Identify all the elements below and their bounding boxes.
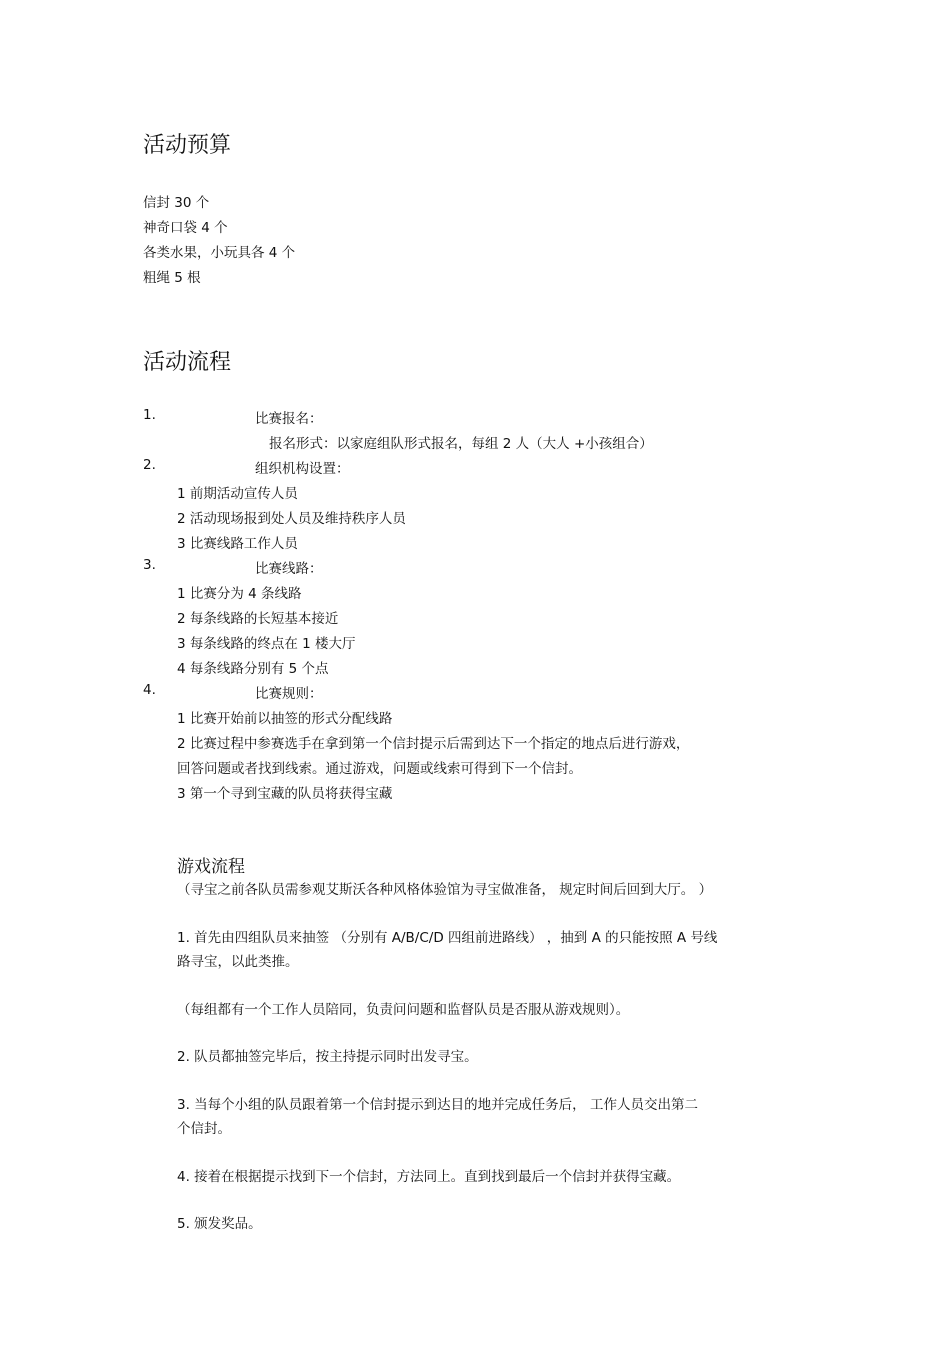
process-title: 活动流程 xyxy=(143,350,232,375)
section-4-title: 比赛规则： xyxy=(255,686,323,702)
game-step-3-line-1: 3. 当每个小组的队员跟着第一个信封提示到达目的地并完成任务后， 工作人员交出第二 xyxy=(177,1097,698,1113)
budget-title: 活动预算 xyxy=(143,133,232,158)
section-4-line-1: 1 比赛开始前以抽签的形式分配线路 xyxy=(177,711,393,727)
section-2-line-3: 3 比赛线路工作人员 xyxy=(177,536,298,552)
section-4-line-2: 2 比赛过程中参赛选手在拿到第一个信封提示后需到达下一个指定的地点后进行游戏， xyxy=(177,736,690,752)
section-2-line-1: 1 前期活动宣传人员 xyxy=(177,486,298,502)
game-step-1-line-2: 路寻宝，以此类推。 xyxy=(177,954,299,970)
section-3-line-2: 2 每条线路的长短基本接近 xyxy=(177,611,339,627)
section-2-line-2: 2 活动现场报到处人员及维持秩序人员 xyxy=(177,511,406,527)
game-step-5: 5. 颁发奖品。 xyxy=(177,1216,262,1232)
budget-item-fruits-toys: 各类水果，小玩具各 4 个 xyxy=(143,245,296,261)
section-3-title: 比赛线路： xyxy=(255,561,323,577)
game-step-3-line-2: 个信封。 xyxy=(177,1121,231,1137)
section-1-line-1: 报名形式：以家庭组队形式报名，每组 2 人（大人 +小孩组合） xyxy=(269,436,653,452)
section-3-line-3: 3 每条线路的终点在 1 楼大厅 xyxy=(177,636,356,652)
section-4-line-3: 回答问题或者找到线索。通过游戏，问题或线索可得到下一个信封。 xyxy=(177,761,582,777)
section-3-number: 3. xyxy=(143,557,156,573)
section-1-title: 比赛报名： xyxy=(255,411,323,427)
game-title: 游戏流程 xyxy=(177,857,245,877)
section-3-line-4: 4 每条线路分别有 5 个点 xyxy=(177,661,329,677)
section-1-number: 1. xyxy=(143,407,156,423)
section-4-number: 4. xyxy=(143,682,156,698)
game-step-1-line-1: 1. 首先由四组队员来抽签 （分别有 A/B/C/D 四组前进路线） ，抽到 A 的只能按照 A 号线 xyxy=(177,930,718,946)
section-2-number: 2. xyxy=(143,457,156,473)
game-intro: （寻宝之前各队员需参观艾斯沃各种风格体验馆为寻宝做准备， 规定时间后回到大厅。 ） xyxy=(177,882,713,898)
budget-item-magic-bags: 神奇口袋 4 个 xyxy=(143,220,228,236)
budget-item-ropes: 粗绳 5 根 xyxy=(143,270,201,286)
budget-item-envelopes: 信封 30 个 xyxy=(143,195,210,211)
section-4-line-4: 3 第一个寻到宝藏的队员将获得宝藏 xyxy=(177,786,393,802)
game-note: （每组都有一个工作人员陪同，负责问问题和监督队员是否服从游戏规则）。 xyxy=(177,1002,630,1018)
section-3-line-1: 1 比赛分为 4 条线路 xyxy=(177,586,302,602)
game-step-2: 2. 队员都抽签完毕后，按主持提示同时出发寻宝。 xyxy=(177,1049,478,1065)
game-step-4: 4. 接着在根据提示找到下一个信封，方法同上。直到找到最后一个信封并获得宝藏。 xyxy=(177,1169,681,1185)
section-2-title: 组织机构设置： xyxy=(255,461,350,477)
